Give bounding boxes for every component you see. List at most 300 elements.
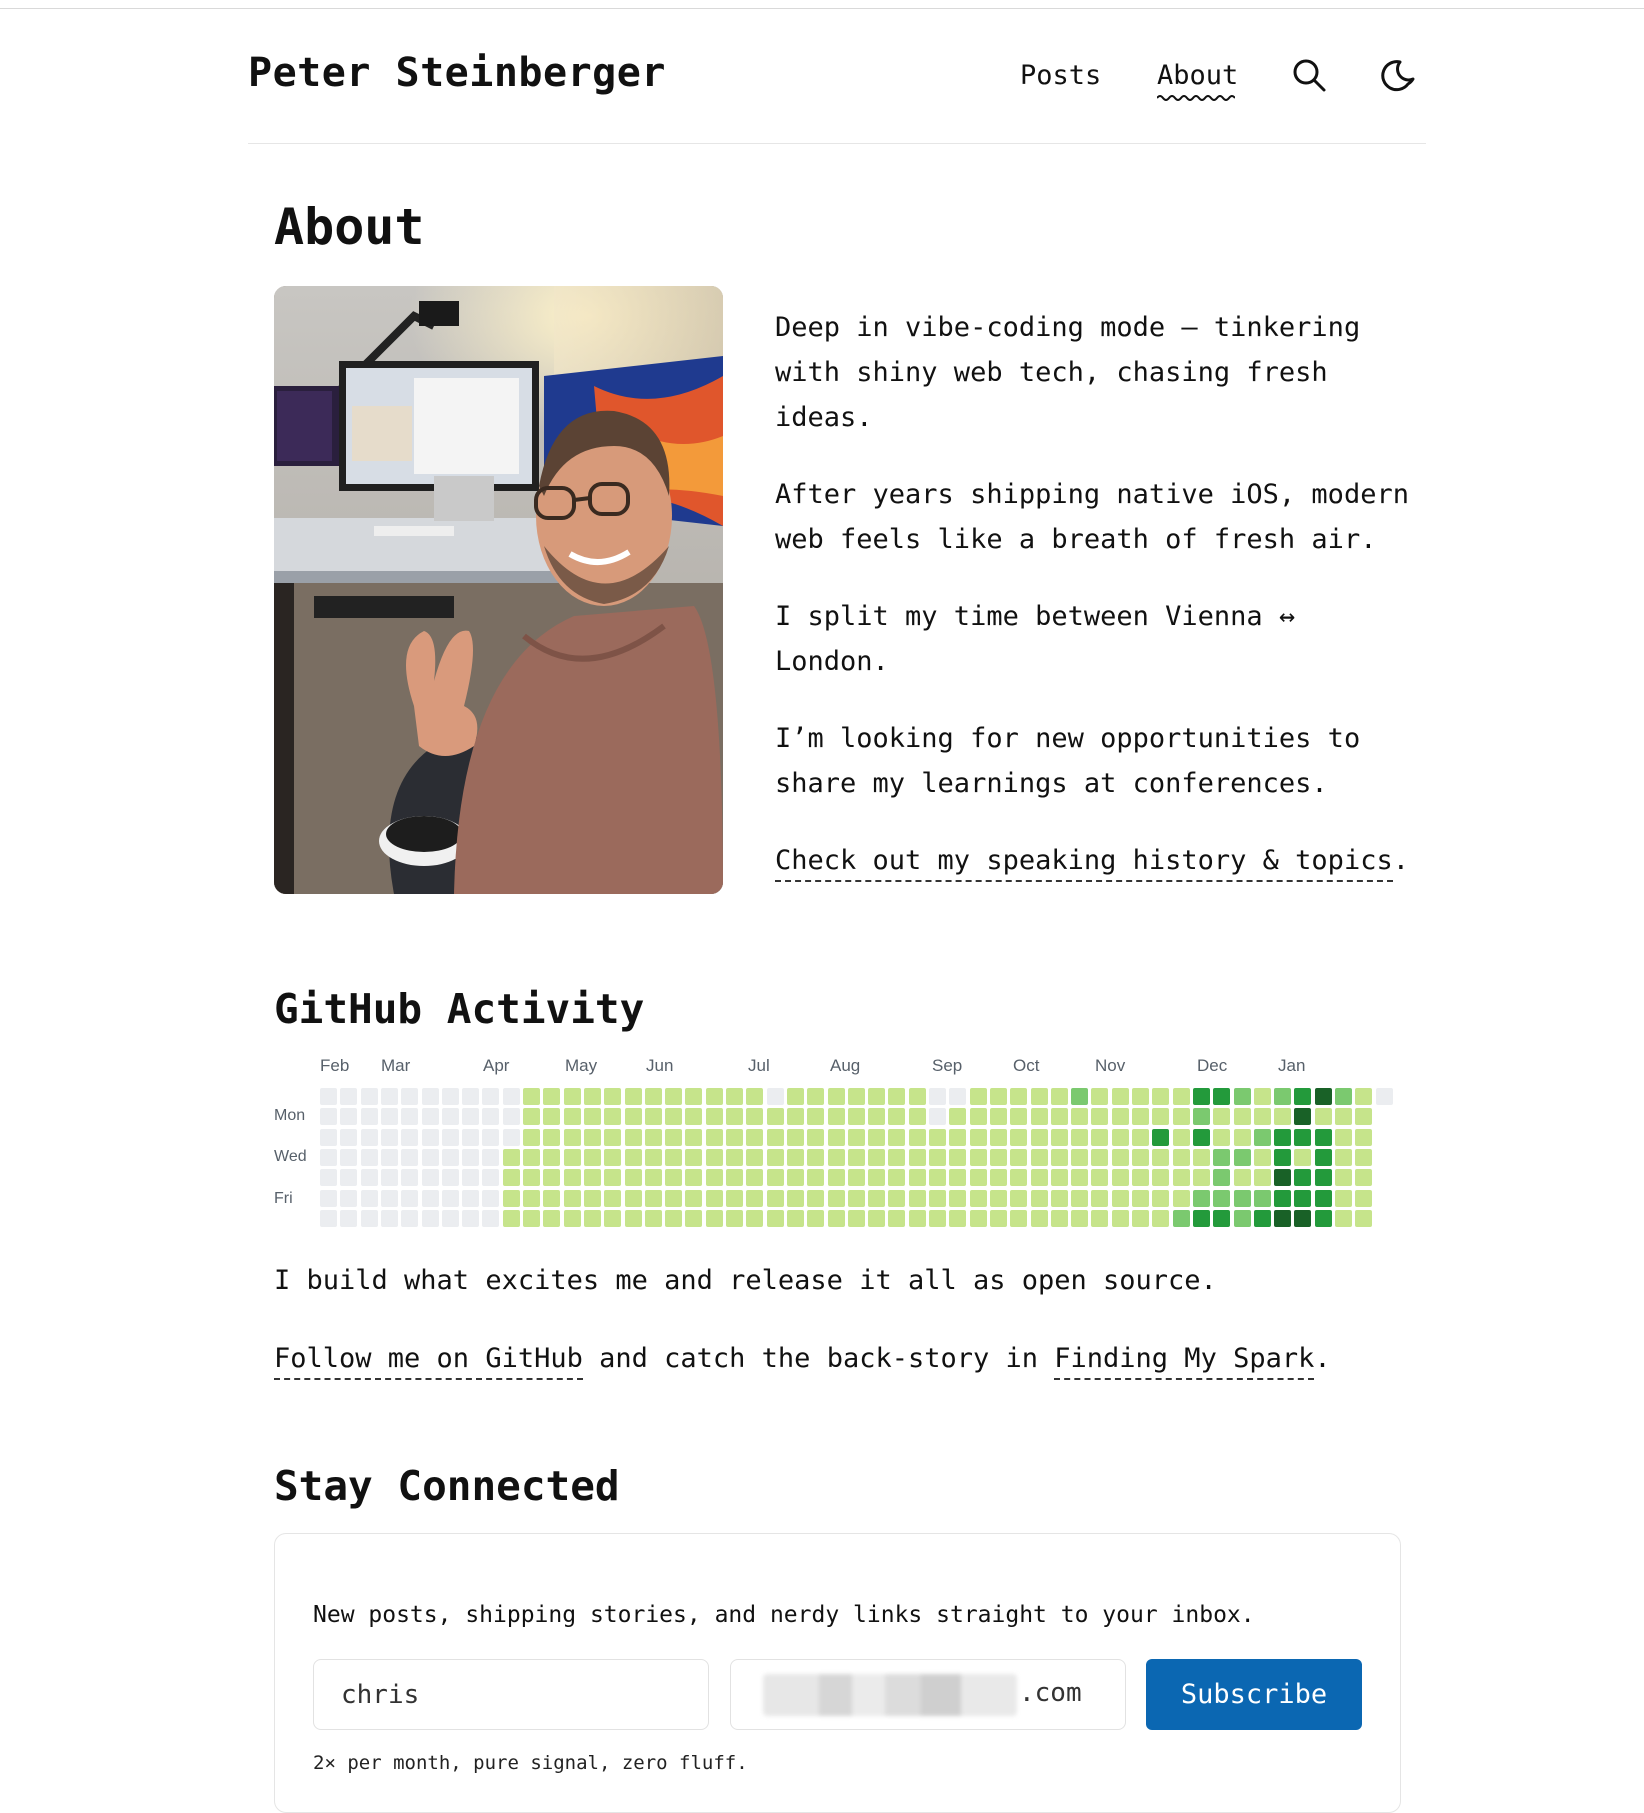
contribution-cell	[1193, 1169, 1210, 1186]
contribution-cell	[462, 1129, 479, 1146]
contribution-cell	[1213, 1129, 1230, 1146]
month-label: Oct	[1013, 1056, 1040, 1075]
frequency-note: 2× per month, pure signal, zero fluff.	[313, 1752, 748, 1774]
contribution-cell	[1254, 1190, 1271, 1207]
contribution-cell	[726, 1169, 743, 1186]
contribution-cell	[442, 1129, 459, 1146]
nav-about[interactable]: About	[1157, 60, 1239, 91]
contribution-cell	[1355, 1088, 1372, 1105]
contribution-cell	[1335, 1108, 1352, 1125]
contribution-cell	[503, 1190, 520, 1207]
contribution-cell	[1213, 1210, 1230, 1227]
name-input[interactable]	[313, 1659, 709, 1730]
contribution-cell	[685, 1169, 702, 1186]
contribution-cell	[1031, 1088, 1048, 1105]
contribution-cell	[1213, 1108, 1230, 1125]
contribution-cell	[949, 1129, 966, 1146]
contribution-cell	[482, 1190, 499, 1207]
site-title[interactable]: Peter Steinberger	[248, 50, 666, 96]
contribution-cell	[1031, 1129, 1048, 1146]
contribution-cell	[1355, 1190, 1372, 1207]
contribution-cell	[807, 1149, 824, 1166]
contribution-cell	[1193, 1088, 1210, 1105]
contribution-cell	[503, 1149, 520, 1166]
contribution-cell	[482, 1088, 499, 1105]
contribution-cell	[584, 1108, 601, 1125]
contribution-cell	[1173, 1169, 1190, 1186]
contribution-cell	[746, 1190, 763, 1207]
contribution-cell	[645, 1210, 662, 1227]
contribution-cell	[990, 1088, 1007, 1105]
contribution-cell	[1173, 1210, 1190, 1227]
contribution-cell	[523, 1169, 540, 1186]
contribution-cell	[1173, 1129, 1190, 1146]
contribution-cell	[828, 1149, 845, 1166]
contribution-cell	[1173, 1190, 1190, 1207]
contribution-cell	[584, 1149, 601, 1166]
speaking-link[interactable]: Check out my speaking history & topics	[775, 845, 1393, 882]
contribution-cell	[543, 1108, 560, 1125]
contribution-cell	[665, 1190, 682, 1207]
contribution-cell	[909, 1169, 926, 1186]
contribution-cell	[340, 1190, 357, 1207]
contribution-cell	[422, 1129, 439, 1146]
contribution-cell	[807, 1190, 824, 1207]
contribution-cell	[1112, 1149, 1129, 1166]
contribution-cell	[807, 1088, 824, 1105]
contribution-cell	[1132, 1108, 1149, 1125]
contribution-cell	[848, 1088, 865, 1105]
contribution-cell	[1254, 1210, 1271, 1227]
contribution-cell	[685, 1108, 702, 1125]
contribution-cell	[1335, 1169, 1352, 1186]
contribution-cell	[1213, 1190, 1230, 1207]
contribution-cell	[645, 1169, 662, 1186]
contribution-cell	[1010, 1169, 1027, 1186]
contribution-cell	[1091, 1129, 1108, 1146]
contribution-cell	[604, 1149, 621, 1166]
contribution-cell	[401, 1108, 418, 1125]
github-link[interactable]: Follow me on GitHub	[274, 1343, 583, 1380]
contribution-cell	[320, 1088, 337, 1105]
contribution-cell	[442, 1108, 459, 1125]
contribution-cell	[970, 1149, 987, 1166]
contribution-cell	[909, 1149, 926, 1166]
contribution-cell	[340, 1088, 357, 1105]
contribution-cell	[604, 1190, 621, 1207]
contribution-cell	[482, 1169, 499, 1186]
contribution-cell	[1274, 1149, 1291, 1166]
contribution-cell	[1152, 1190, 1169, 1207]
email-input[interactable]	[730, 1659, 1126, 1730]
contribution-cell	[787, 1190, 804, 1207]
contribution-cell	[564, 1129, 581, 1146]
contribution-cell	[706, 1190, 723, 1207]
contribution-cell	[990, 1149, 1007, 1166]
contribution-cell	[401, 1149, 418, 1166]
contribution-cell	[1051, 1169, 1068, 1186]
contribution-cell	[706, 1108, 723, 1125]
contribution-cell	[422, 1190, 439, 1207]
contribution-cell	[645, 1190, 662, 1207]
contribution-cell	[990, 1129, 1007, 1146]
contribution-cell	[1315, 1129, 1332, 1146]
contribution-cell	[1335, 1190, 1352, 1207]
contribution-cell	[361, 1108, 378, 1125]
month-label: Apr	[483, 1056, 510, 1075]
header-divider	[248, 143, 1426, 144]
contribution-cell	[543, 1088, 560, 1105]
contribution-cell	[503, 1210, 520, 1227]
contribution-cell	[1355, 1129, 1372, 1146]
contribution-cell	[1294, 1149, 1311, 1166]
contribution-cell	[665, 1169, 682, 1186]
month-label: Sep	[932, 1056, 963, 1075]
contribution-cell	[1152, 1149, 1169, 1166]
contribution-cell	[909, 1190, 926, 1207]
contribution-cell	[401, 1210, 418, 1227]
month-label: May	[565, 1056, 598, 1075]
contribution-cell	[1213, 1088, 1230, 1105]
contribution-cell	[807, 1129, 824, 1146]
contribution-cell	[1376, 1088, 1393, 1105]
contribution-cell	[462, 1210, 479, 1227]
contribution-cell	[523, 1190, 540, 1207]
contribution-cell	[361, 1149, 378, 1166]
contribution-cell	[726, 1129, 743, 1146]
contribution-cell	[949, 1149, 966, 1166]
contribution-cell	[970, 1108, 987, 1125]
finding-my-spark-link[interactable]: Finding My Spark	[1054, 1343, 1314, 1380]
contribution-cell	[970, 1210, 987, 1227]
contribution-cell	[503, 1129, 520, 1146]
contribution-cell	[726, 1149, 743, 1166]
contribution-cell	[645, 1129, 662, 1146]
contribution-cell	[1071, 1129, 1088, 1146]
contribution-cell	[1051, 1088, 1068, 1105]
contribution-cell	[564, 1169, 581, 1186]
contribution-cell	[1335, 1129, 1352, 1146]
contribution-cell	[746, 1210, 763, 1227]
contribution-cell	[929, 1129, 946, 1146]
contribution-cell	[381, 1129, 398, 1146]
contribution-cell	[1274, 1108, 1291, 1125]
contribution-cell	[970, 1129, 987, 1146]
day-label: Mon	[274, 1107, 306, 1124]
contribution-cell	[848, 1108, 865, 1125]
contribution-cell	[340, 1108, 357, 1125]
contribution-cell	[645, 1088, 662, 1105]
contribution-cell	[1132, 1088, 1149, 1105]
contribution-cell	[462, 1169, 479, 1186]
contribution-cell	[1051, 1190, 1068, 1207]
contribution-cell	[1071, 1190, 1088, 1207]
month-label: Mar	[381, 1056, 411, 1075]
contribution-cell	[828, 1088, 845, 1105]
contribution-cell	[564, 1088, 581, 1105]
contribution-cell	[746, 1169, 763, 1186]
contribution-cell	[625, 1190, 642, 1207]
contribution-cell	[726, 1190, 743, 1207]
contribution-cell	[1254, 1169, 1271, 1186]
contribution-cell	[1010, 1108, 1027, 1125]
contribution-cell	[1294, 1129, 1311, 1146]
contribution-cell	[1355, 1210, 1372, 1227]
contribution-cell	[482, 1210, 499, 1227]
contribution-cell	[1071, 1169, 1088, 1186]
contribution-cell	[1274, 1190, 1291, 1207]
contribution-cell	[726, 1108, 743, 1125]
month-label: Jan	[1278, 1056, 1306, 1075]
contribution-cell	[1315, 1149, 1332, 1166]
contribution-cell	[523, 1088, 540, 1105]
contribution-cell	[807, 1108, 824, 1125]
contribution-cell	[1152, 1088, 1169, 1105]
contribution-cell	[1031, 1108, 1048, 1125]
contribution-cell	[503, 1088, 520, 1105]
contribution-cell	[929, 1210, 946, 1227]
contribution-cell	[949, 1088, 966, 1105]
bio-paragraph: After years shipping native iOS, modern web feels like a breath of fresh air.	[775, 479, 1409, 555]
contribution-cell	[1294, 1210, 1311, 1227]
stay-connected-heading: Stay Connected	[274, 1462, 620, 1510]
contribution-cell	[442, 1169, 459, 1186]
contribution-graph	[274, 1052, 1414, 1232]
contribution-cell	[1091, 1108, 1108, 1125]
contribution-cell	[1274, 1129, 1291, 1146]
contribution-cell	[787, 1108, 804, 1125]
period: .	[1314, 1343, 1331, 1374]
contribution-cell	[1234, 1169, 1251, 1186]
contribution-cell	[868, 1108, 885, 1125]
contribution-cell	[462, 1088, 479, 1105]
contribution-cell	[625, 1088, 642, 1105]
contribution-cell	[482, 1129, 499, 1146]
contribution-cell	[1274, 1088, 1291, 1105]
contribution-cell	[1193, 1129, 1210, 1146]
contribution-cell	[625, 1149, 642, 1166]
month-label: Feb	[320, 1056, 350, 1075]
contribution-cell	[401, 1169, 418, 1186]
contribution-cell	[807, 1169, 824, 1186]
contribution-cell	[990, 1190, 1007, 1207]
contribution-cell	[645, 1149, 662, 1166]
contribution-cell	[320, 1169, 337, 1186]
contribution-cell	[320, 1108, 337, 1125]
contribution-cell	[1010, 1149, 1027, 1166]
day-label: Fri	[274, 1190, 293, 1207]
contribution-cell	[320, 1129, 337, 1146]
contribution-cell	[970, 1190, 987, 1207]
page-title: About	[274, 198, 425, 256]
contribution-cell	[442, 1190, 459, 1207]
bio-paragraph: Deep in vibe-coding mode — tinkering with shiny web tech, chasing fresh ideas.	[775, 312, 1361, 433]
contribution-cell	[1132, 1190, 1149, 1207]
contribution-cell	[685, 1129, 702, 1146]
contribution-cell	[381, 1149, 398, 1166]
contribution-cell	[1112, 1210, 1129, 1227]
contribution-cell	[564, 1149, 581, 1166]
contribution-cell	[1132, 1149, 1149, 1166]
contribution-cell	[442, 1210, 459, 1227]
contribution-cell	[665, 1149, 682, 1166]
contribution-cell	[523, 1129, 540, 1146]
contribution-cell	[685, 1210, 702, 1227]
profile-photo	[274, 286, 723, 894]
contribution-cell	[1294, 1169, 1311, 1186]
contribution-cell	[706, 1169, 723, 1186]
contribution-cell	[1213, 1149, 1230, 1166]
contribution-cell	[1315, 1169, 1332, 1186]
contribution-cell	[767, 1190, 784, 1207]
month-label: Jun	[646, 1056, 674, 1075]
contribution-cell	[828, 1210, 845, 1227]
search-button[interactable]	[1290, 56, 1330, 96]
contribution-cell	[685, 1088, 702, 1105]
contribution-cell	[422, 1210, 439, 1227]
follow-middle: and catch the back-story in	[582, 1343, 1055, 1374]
contribution-cell	[929, 1088, 946, 1105]
contribution-cell	[767, 1169, 784, 1186]
contribution-cell	[665, 1088, 682, 1105]
contribution-cell	[1173, 1149, 1190, 1166]
day-label: Wed	[274, 1148, 307, 1165]
contribution-cell	[1274, 1169, 1291, 1186]
contribution-cell	[1091, 1149, 1108, 1166]
contribution-cell	[767, 1210, 784, 1227]
contribution-cell	[868, 1210, 885, 1227]
contribution-cell	[1051, 1108, 1068, 1125]
contribution-cell	[949, 1210, 966, 1227]
contribution-cell	[685, 1149, 702, 1166]
contribution-cell	[361, 1088, 378, 1105]
contribution-cell	[665, 1129, 682, 1146]
contribution-cell	[746, 1088, 763, 1105]
contribution-cell	[1152, 1129, 1169, 1146]
contribution-cell	[1152, 1169, 1169, 1186]
contribution-cell	[767, 1149, 784, 1166]
contribution-cell	[726, 1088, 743, 1105]
contribution-cell	[1112, 1169, 1129, 1186]
month-label: Jul	[748, 1056, 770, 1075]
theme-toggle-button[interactable]	[1380, 56, 1420, 96]
contribution-cell	[868, 1169, 885, 1186]
contribution-cell	[929, 1108, 946, 1125]
contribution-cell	[584, 1210, 601, 1227]
contribution-cell	[1132, 1129, 1149, 1146]
contribution-cell	[1193, 1210, 1210, 1227]
contribution-cell	[625, 1108, 642, 1125]
contribution-cell	[1193, 1190, 1210, 1207]
contribution-cell	[787, 1210, 804, 1227]
contribution-cell	[625, 1169, 642, 1186]
contribution-cell	[929, 1169, 946, 1186]
month-label: Dec	[1197, 1056, 1228, 1075]
contribution-cell	[584, 1169, 601, 1186]
contribution-cell	[584, 1129, 601, 1146]
contribution-cell	[1234, 1129, 1251, 1146]
contribution-cell	[645, 1108, 662, 1125]
contribution-cell	[1031, 1210, 1048, 1227]
contribution-cell	[1234, 1108, 1251, 1125]
contribution-cell	[929, 1149, 946, 1166]
contribution-cell	[1010, 1129, 1027, 1146]
moon-icon	[1380, 56, 1420, 96]
contribution-cell	[340, 1149, 357, 1166]
contribution-cell	[1112, 1108, 1129, 1125]
contribution-cell	[1112, 1129, 1129, 1146]
contribution-cell	[1315, 1210, 1332, 1227]
contribution-cell	[1152, 1210, 1169, 1227]
contribution-cell	[584, 1088, 601, 1105]
subscribe-button[interactable]: Subscribe	[1146, 1659, 1362, 1730]
contribution-cell	[1213, 1169, 1230, 1186]
bio-paragraph: I’m looking for new opportunities to share my learnings at conferences.	[775, 723, 1361, 799]
nav-posts[interactable]: Posts	[1020, 60, 1102, 91]
contribution-cell	[1010, 1210, 1027, 1227]
contribution-cell	[361, 1129, 378, 1146]
contribution-cell	[564, 1108, 581, 1125]
bio-paragraph	[775, 838, 1415, 883]
contribution-cell	[1254, 1129, 1271, 1146]
contribution-cell	[706, 1210, 723, 1227]
contribution-cell	[503, 1108, 520, 1125]
open-source-text: I build what excites me and release it all as open source.	[274, 1265, 1217, 1296]
contribution-cell	[604, 1169, 621, 1186]
top-border	[0, 8, 1644, 9]
contribution-cell	[1294, 1088, 1311, 1105]
contribution-cell	[1091, 1169, 1108, 1186]
contribution-cell	[949, 1190, 966, 1207]
contribution-cell	[1071, 1088, 1088, 1105]
contribution-cell	[1091, 1190, 1108, 1207]
contribution-cell	[888, 1108, 905, 1125]
period: .	[1392, 845, 1409, 876]
contribution-cell	[1335, 1149, 1352, 1166]
contribution-cell	[401, 1129, 418, 1146]
contribution-cell	[523, 1108, 540, 1125]
contribution-cell	[888, 1210, 905, 1227]
contribution-cell	[1031, 1149, 1048, 1166]
contribution-cell	[1294, 1108, 1311, 1125]
contribution-cell	[665, 1108, 682, 1125]
contribution-cell	[604, 1129, 621, 1146]
contribution-cell	[990, 1169, 1007, 1186]
contribution-cell	[888, 1149, 905, 1166]
contribution-cell	[1355, 1108, 1372, 1125]
contribution-cell	[970, 1169, 987, 1186]
contribution-cell	[1091, 1088, 1108, 1105]
contribution-cell	[848, 1149, 865, 1166]
contribution-cell	[1071, 1210, 1088, 1227]
contribution-cell	[888, 1169, 905, 1186]
contribution-cell	[1112, 1088, 1129, 1105]
contribution-cell	[1193, 1108, 1210, 1125]
contribution-cell	[787, 1088, 804, 1105]
newsletter-description: New posts, shipping stories, and nerdy links straight to your inbox.	[313, 1602, 1255, 1628]
contribution-cell	[381, 1190, 398, 1207]
contribution-cell	[1051, 1210, 1068, 1227]
contribution-cell	[1031, 1169, 1048, 1186]
contribution-cell	[909, 1108, 926, 1125]
contribution-cell	[929, 1190, 946, 1207]
redacted-email	[763, 1674, 1017, 1716]
contribution-cell	[1234, 1088, 1251, 1105]
contribution-cell	[1152, 1108, 1169, 1125]
contribution-cell	[848, 1129, 865, 1146]
contribution-cell	[604, 1088, 621, 1105]
email-suffix: .com	[1019, 1678, 1082, 1708]
